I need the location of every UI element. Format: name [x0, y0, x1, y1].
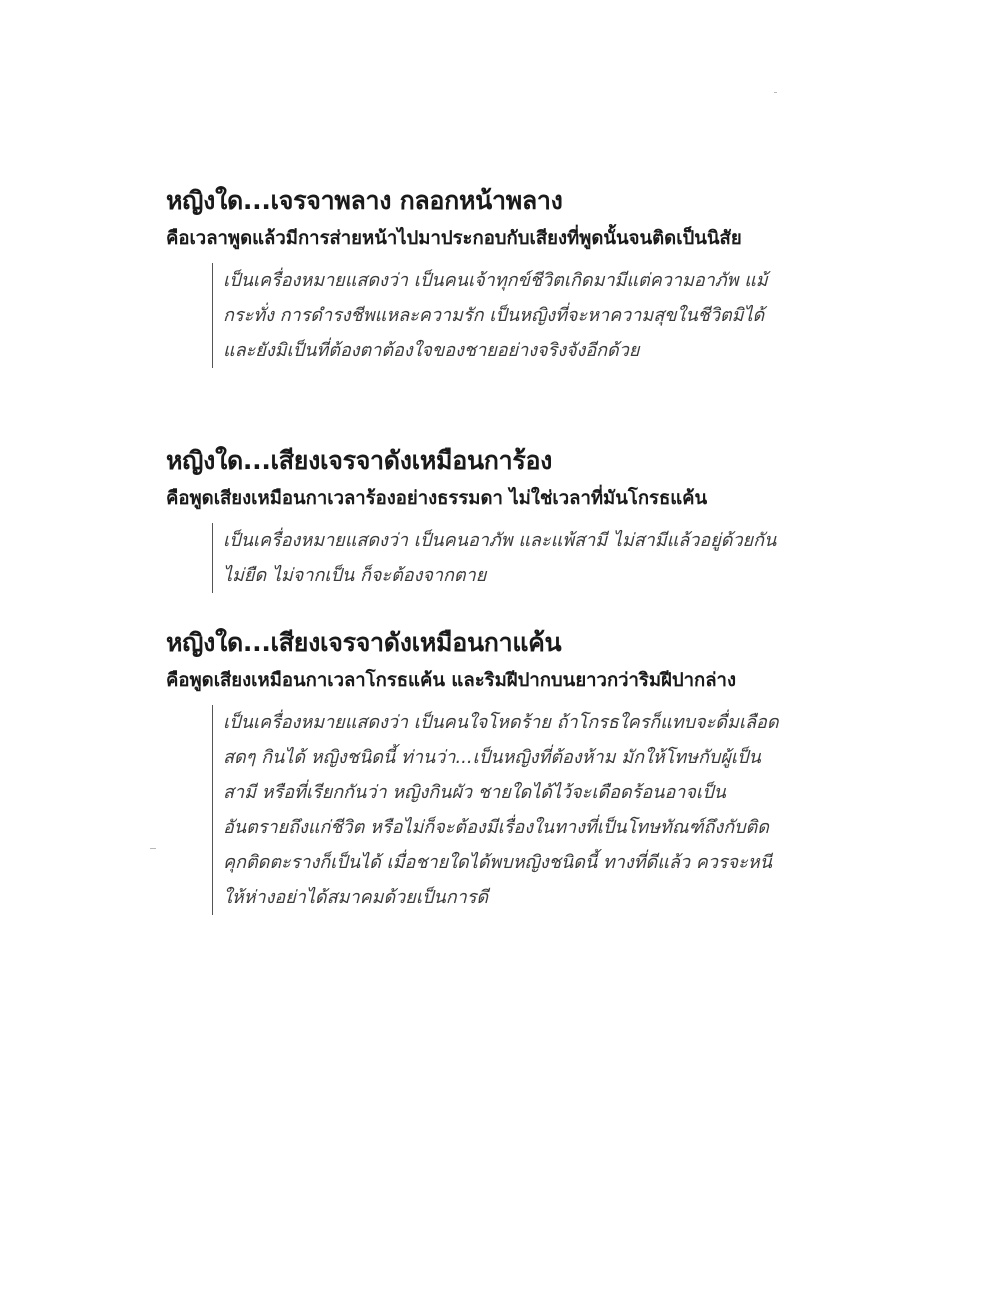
section-quote: เป็นเครื่องหมายแสดงว่า เป็นคนอาภัพ และแพ้สามี ไม่สามีแล้วอยู่ด้วยกันไม่ยืด ไม่จากเป็น ก็จะต้องจากตาย: [212, 523, 783, 593]
section-1: [166, 184, 786, 368]
section-quote: เป็นเครื่องหมายแสดงว่า เป็นคนเจ้าทุกข์ชีวิตเกิดมามีแต่ความอาภัพ แม้กระทั่ง การดำรงชีพแหละความรัก เป็นหญิงที่จะหาความสุขในชีวิตมิได้และยังมิเป็นที่ต้องตาต้องใจของชายอย่างจริงจังอีกด้วย: [212, 263, 783, 368]
section-2: [166, 444, 786, 593]
section-heading: หญิงใด...เสียงเจรจาดังเหมือนการ้อง: [166, 446, 553, 475]
section-quote: เป็นเครื่องหมายแสดงว่า เป็นคนใจโหดร้าย ถ้าโกรธใครก็แทบจะดื่มเลือดสดๆ กินได้ หญิงชนิดนี้ ท่านว่า...เป็นหญิงที่ต้องห้าม มักให้โทษกับผู้เป็นสามี หรือที่เรียกกันว่า หญิงกินผัว ชายใดได้ไว้จะเดือดร้อนอาจเป็นอันตรายถึงแก่ชีวิต หรือไม่ก็จะต้องมีเรื่องในทางที่เป็นโทษทัณฑ์ถึงกับติดคุกติดตะรางก็เป็นได้ เมื่อชายใดได้พบหญิงชนิดนี้ ทางที่ดีแล้ว ควรจะหนีให้ห่างอย่าได้สมาคมด้วยเป็นการดี: [212, 705, 783, 915]
section-heading: หญิงใด...เจรจาพลาง กลอกหน้าพลาง: [166, 186, 563, 215]
section-heading: หญิงใด...เสียงเจรจาดังเหมือนกาแค้น: [166, 628, 562, 657]
section-definition: คือพูดเสียงเหมือนกาเวลาร้องอย่างธรรมดา ไม่ใช่เวลาที่มันโกรธแค้น: [166, 488, 708, 509]
section-definition: คือเวลาพูดแล้วมีการส่ายหน้าไปมาประกอบกับเสียงที่พูดนั้นจนติดเป็นนิสัย: [166, 228, 742, 249]
scan-speck: [150, 848, 156, 849]
scan-speck: [774, 92, 777, 93]
section-3: [166, 626, 786, 915]
section-definition: คือพูดเสียงเหมือนกาเวลาโกรธแค้น และริมฝีปากบนยาวกว่าริมฝีปากล่าง: [166, 670, 736, 691]
